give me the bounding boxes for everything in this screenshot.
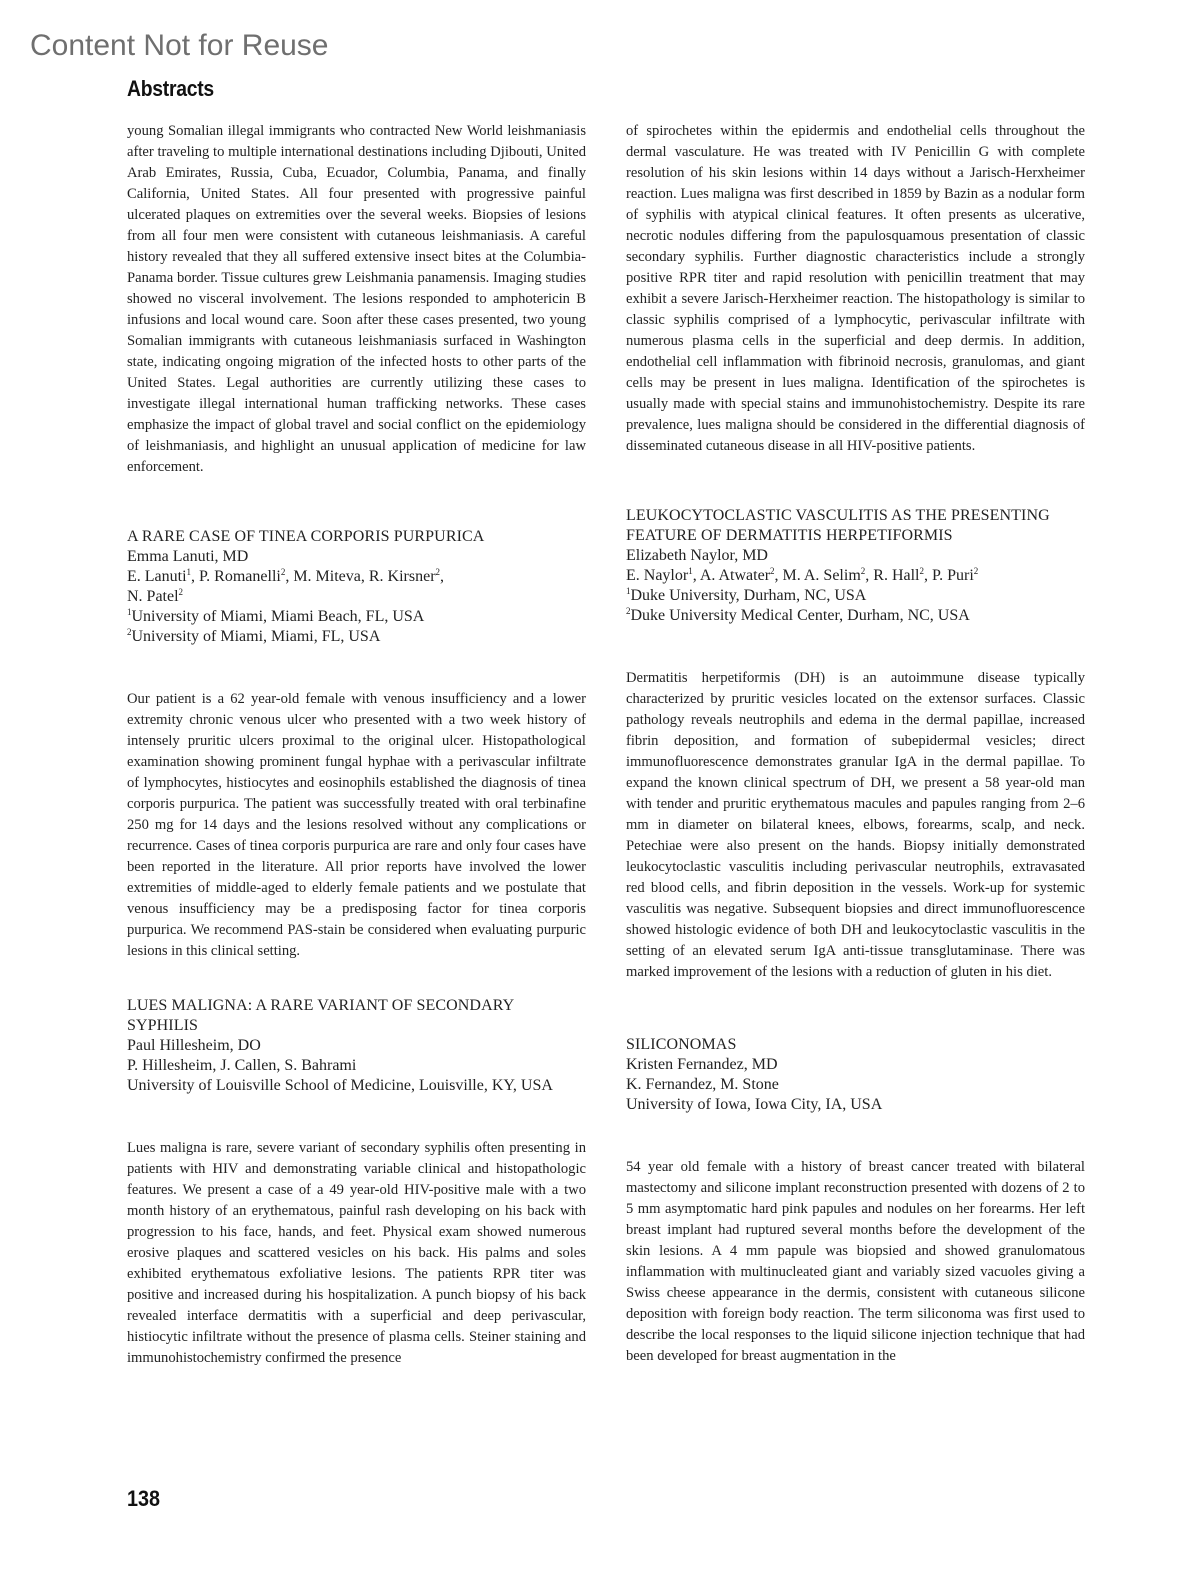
abstract-title: LEUKOCYTOCLASTIC VASCULITIS AS THE PRESENTING FEATURE OF DERMATITIS HERPETIFORMIS xyxy=(626,507,1050,544)
abstract-authors: P. Hillesheim, J. Callen, S. Bahrami xyxy=(127,1057,357,1074)
watermark-text: Content Not for Reuse xyxy=(30,29,329,62)
abstract-header-lcv-dh xyxy=(626,506,1085,626)
abstract-header-tinea xyxy=(127,527,586,647)
right-column xyxy=(626,121,1085,1367)
abstract-affiliation: $^2$Duke University Medical Center, Durham, NC, USA xyxy=(626,606,970,624)
abstract-affiliation: $^2$University of Miami, Miami, FL, USA xyxy=(127,627,381,645)
abstract-authors: K. Fernandez, M. Stone xyxy=(626,1076,779,1093)
abstract-header-siliconomas xyxy=(626,1035,1085,1115)
abstract-header-lues-maligna xyxy=(127,996,586,1096)
abstract-body: Lues maligna is rare, severe variant of secondary syphilis often presenting in patients with HIV and demonstrating variable clinical and histopathologic features. We present a case of a 49 year-old HIV-positive male with a two month history of an erythematous, painful rash developing on his back with progression to his face, hands, and feet. Physical exam showed numerous erosive plaques and scattered vesicles on his back. His palms and soles exhibited erythematous exfoliative lesions. The patients RPR titer was positive and increased during his hospitalization. A punch biopsy of his back revealed interface dermatitis with a superficial and deep perivascular, histiocytic infiltrate without the presence of plasma cells. Steiner staining and immunohistochemistry confirmed the presence xyxy=(127,1140,586,1366)
abstract-affiliation: $^1$University of Miami, Miami Beach, FL, USA xyxy=(127,607,425,625)
section-title: Abstracts xyxy=(127,76,214,101)
abstract-presenter: Paul Hillesheim, DO xyxy=(127,1037,261,1054)
abstract-title: SILICONOMAS xyxy=(626,1036,737,1053)
left-column xyxy=(127,121,586,1369)
abstract-authors: E. Lanuti$^1$, P. Romanelli$^2$, M. Miteva, R. Kirsner$^2$, xyxy=(127,567,445,585)
abstract-authors: E. Naylor$^1$, A. Atwater$^2$, M. A. Selim$^2$, R. Hall$^2$, P. Puri$^2$ xyxy=(626,566,979,584)
abstract-presenter: Emma Lanuti, MD xyxy=(127,548,249,565)
abstract-affiliation: University of Louisville School of Medicine, Louisville, KY, USA xyxy=(127,1077,553,1094)
abstract-body: 54 year old female with a history of breast cancer treated with bilateral mastectomy and silicone implant reconstruction presented with dozens of 2 to 5 mm asymptomatic hard pink papules and nodules on her forearms. Her left breast implant had ruptured several months before the development of the skin lesions. A 4 mm papule was biopsied and showed granulomatous inflammation with multinucleated giant and variably sized vacuoles giving a Swiss cheese appearance in the dermis, consistent with cutaneous silicone deposition with foreign body reaction. The term siliconoma was first used to describe the local responses to the liquid silicone injection technique that had been developed for breast augmentation in the xyxy=(626,1159,1085,1364)
continued-abstract-text: young Somalian illegal immigrants who contracted New World leishmaniasis after traveling to multiple international destinations including Djibouti, United Arab Emirates, Russia, Cuba, Ecuador, Columbia, Panama, and finally California, United States. All four presented with progressive painful ulcerated plaques on extremities over the several weeks. Biopsies of lesions from all four men were consistent with cutaneous leishmaniasis. A careful history revealed that they all suffered extensive insect bites at the Columbia-Panama border. Tissue cultures grew Leishmania panamensis. Imaging studies showed no visceral involvement. The lesions responded to amphotericin B infusions and local wound care. Soon after these cases presented, two young Somalian immigrants with cutaneous leishmaniasis surfaced in Washington state, indicating ongoing migration of the infected hosts to other parts of the United States. Legal authorities are currently utilizing these cases to investigate illegal international human trafficking networks. These cases emphasize the impact of global travel and social conflict on the epidemiology of leishmaniasis, and highlight an unusual application of medicine for law enforcement. xyxy=(127,123,586,475)
page-number: 138 xyxy=(127,1486,161,1511)
abstract-affiliation: $^1$Duke University, Durham, NC, USA xyxy=(626,586,867,604)
abstract-body: Dermatitis herpetiformis (DH) is an autoimmune disease typically characterized by pruritic vesicles located on the extensor surfaces. Classic pathology reveals neutrophils and edema in the dermal papillae, increased fibrin deposition, and formation of subepidermal vesicles; direct immunofluorescence demonstrates granular IgA in the dermal papillae. To expand the known clinical spectrum of DH, we present a 58 year-old man with tender and pruritic erythematous macules and papules ranging from 2–6 mm in diameter on bilateral knees, elbows, forearms, scalp, and neck. Petechiae were also present on the hands. Biopsy initially demonstrated leukocytoclastic vasculitis including perivascular neutrophils, extravasated red blood cells, and fibrin deposition in the vessels. Work-up for systemic vasculitis was negative. Subsequent biopsies and direct immunofluorescence showed histologic evidence of both DH and leukocytoclastic vasculitis in the setting of an elevated serum IgA anti-tissue transglutaminase. There was marked improvement of the lesions with a reduction of gluten in his diet. xyxy=(626,670,1085,980)
abstract-authors-cont: N. Patel$^2$ xyxy=(127,587,184,605)
abstract-affiliation: University of Iowa, Iowa City, IA, USA xyxy=(626,1096,883,1113)
abstract-body: Our patient is a 62 year-old female with venous insufficiency and a lower extremity chronic venous ulcer who presented with a two week history of intensely pruritic ulcers proximal to the original ulcer. Histopathological examination showing prominent fungal hyphae with a perivascular infiltrate of lymphocytes, histiocytes and eosinophils established the diagnosis of tinea corporis purpurica. The patient was successfully treated with oral terbinafine 250 mg for 14 days and the lesions resolved without any complications or recurrence. Cases of tinea corporis purpurica are rare and only four cases have been reported in the literature. All prior reports have involved the lower extremities of middle-aged to elderly female patients and we postulate that venous insufficiency may be a predisposing factor for tinea corporis purpurica. We recommend PAS-stain be considered when evaluating purpuric lesions in this clinical setting. xyxy=(127,691,586,959)
continued-abstract-text: of spirochetes within the epidermis and endothelial cells throughout the dermal vasculature. He was treated with IV Penicillin G with complete resolution of his skin lesions within 14 days without a Jarisch-Herxheimer reaction. Lues maligna was first described in 1859 by Bazin as a nodular form of syphilis with atypical clinical features. It often presents as ulcerative, necrotic nodules differing from the papulosquamous presentation of classic secondary syphilis. Further diagnostic characteristics include a strongly positive RPR titer and rapid resolution with penicillin treatment that may exhibit a severe Jarisch-Herxheimer reaction. The histopathology is similar to classic syphilis comprised of a lymphocytic, perivascular infiltrate with numerous plasma cells in the superficial and deep dermis. In addition, endothelial cell inflammation with fibrinoid necrosis, granulomas, and giant cells may be present in lues maligna. Identification of the spirochetes is usually made with special stains and immunohistochemistry. Despite its rare prevalence, lues maligna should be considered in the differential diagnosis of disseminated cutaneous disease in all HIV-positive patients. xyxy=(626,123,1085,454)
abstract-title: A RARE CASE OF TINEA CORPORIS PURPURICA xyxy=(127,528,485,545)
abstract-presenter: Kristen Fernandez, MD xyxy=(626,1056,778,1073)
abstract-presenter: Elizabeth Naylor, MD xyxy=(626,547,768,564)
abstract-title: LUES MALIGNA: A RARE VARIANT OF SECONDARY SYPHILIS xyxy=(127,997,514,1034)
